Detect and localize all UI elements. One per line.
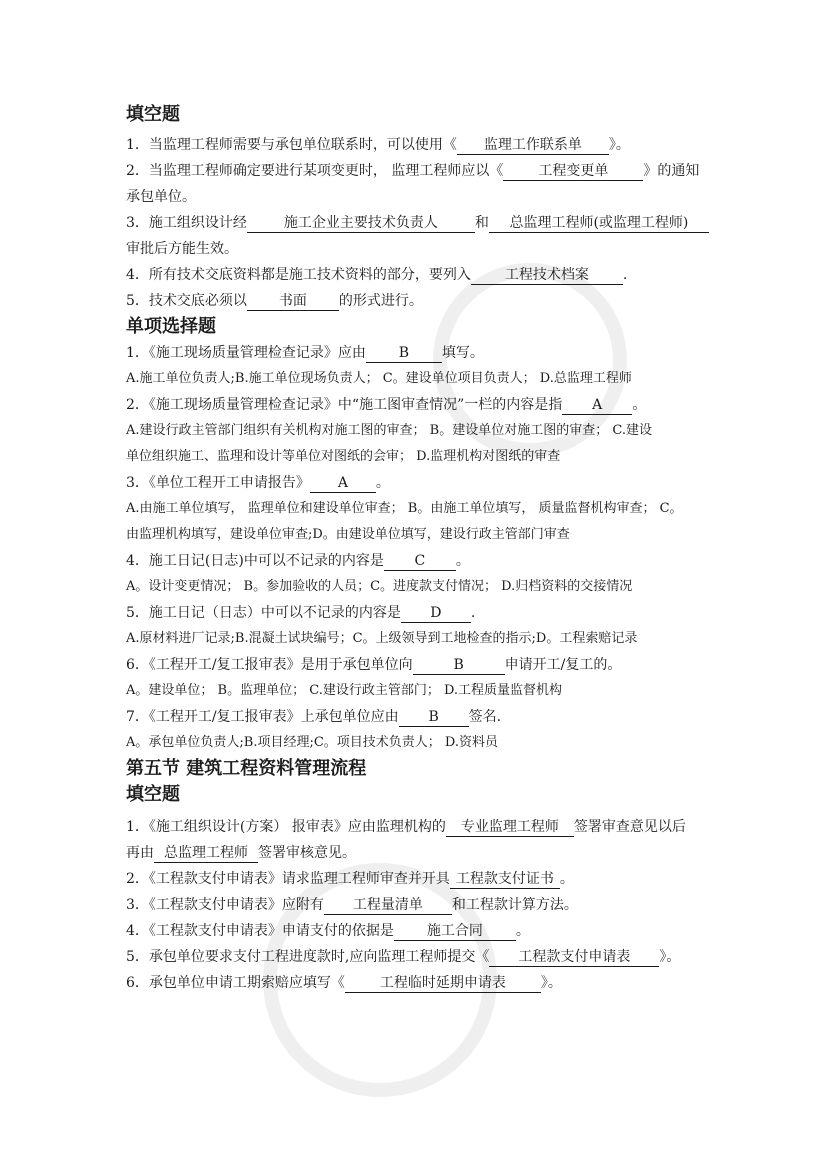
- choice-question-3-options-cont: 由监理机构填写，建设单位审查;D。由建设单位填写，建设行政主管部门审查: [126, 527, 570, 542]
- document-page: [126, 92, 716, 996]
- fill2-question-4: 4．《工程款支付申请表》申请支付的依据是 施工合同 。: [126, 923, 530, 939]
- answer-blank: 施工合同: [394, 922, 516, 941]
- answer-blank: 工程变更单: [503, 162, 643, 181]
- section-title-fill-in-2: 填空题: [126, 784, 180, 805]
- answer-blank: 施工企业主要技术负责人: [247, 214, 475, 233]
- fill2-question-6: 6．承包单位申请工期索赔应填写《 工程临时延期申请表 》。: [126, 975, 562, 991]
- answer-blank: 书面: [247, 292, 339, 311]
- answer-blank: A: [310, 474, 376, 493]
- choice-question-6-options: A。建设单位； B。监理单位； C.建设行政主管部门； D.工程质量监督机构: [126, 683, 563, 698]
- answer-blank: 工程款支付申请表: [489, 948, 659, 967]
- fill1-question-4: 4．所有技术交底资料都是施工技术资料的部分，要列入 工程技术档案 .: [126, 267, 628, 283]
- section-title-single-choice: 单项选择题: [126, 316, 216, 337]
- answer-blank: 工程款支付证书: [450, 870, 560, 889]
- answer-blank: B: [399, 708, 469, 727]
- choice-question-7-options: A。承包单位负责人;B.项目经理;C。项目技术负责人； D.资料员: [126, 735, 499, 750]
- choice-question-1-options: A.施工单位负责人;B.施工单位现场负责人； C。建设单位项目负责人； D.总监理工程师: [126, 371, 632, 386]
- choice-question-2: 2．《施工现场质量管理检查记录》中“施工图审查情况”一栏的内容是指 A 。: [126, 397, 647, 413]
- choice-question-4-options: A。设计变更情况； B。参加验收的人员；C。进度款支付情况； D.归档资料的交接情况: [126, 579, 633, 594]
- fill1-question-5: 5．技术交底必须以 书面 的形式进行。: [126, 293, 423, 309]
- fill1-question-1: 1．当监理工程师需要与承包单位联系时，可以使用《 监理工作联系单 》。: [126, 137, 630, 153]
- answer-blank: 总监理工程师(或监理工程师): [489, 214, 709, 233]
- fill1-question-2-cont: 承包单位。: [126, 189, 196, 205]
- answer-blank: B: [413, 656, 505, 675]
- answer-blank: 工程量清单: [324, 896, 452, 915]
- section-title-fill-in: 填空题: [126, 104, 180, 125]
- choice-question-3: 3．《单位工程开工申请报告》 A 。: [126, 475, 390, 491]
- answer-blank: C: [384, 552, 456, 571]
- choice-question-4: 4．施工日记(日志)中可以不记录的内容是 C 。: [126, 553, 470, 569]
- fill2-question-1: 1．《施工组织设计(方案） 报审表》应由监理机构的 专业监理工程师 签署审查意见以后: [126, 819, 686, 835]
- fill2-question-5: 5．承包单位要求支付工程进度款时,应向监理工程师提交《 工程款支付申请表 》。: [126, 949, 681, 965]
- fill2-question-2: 2．《工程款支付申请表》请求监理工程师审查并开具 工程款支付证书 。: [126, 871, 574, 887]
- answer-blank: B: [366, 344, 442, 363]
- choice-question-5-options: A.原材料进厂记录;B.混凝土试块编号；C。上级领导到工地检查的指示;D。工程索赔记录: [126, 631, 638, 646]
- answer-blank: D: [401, 604, 471, 623]
- choice-question-2-options: A.建设行政主管部门组织有关机构对施工图的审查； B。建设单位对施工图的审查； C.建设: [126, 423, 652, 438]
- choice-question-1: 1．《施工现场质量管理检查记录》应由 B 填写。: [126, 345, 484, 361]
- answer-blank: 工程临时延期申请表: [345, 974, 541, 993]
- choice-question-7: 7．《工程开工/复工报审表》上承包单位应由 B 签名.: [126, 709, 502, 725]
- fill1-question-3-cont: 审批后方能生效。: [126, 241, 238, 257]
- answer-blank: 总监理工程师: [154, 844, 258, 863]
- choice-question-3-options: A.由施工单位填写， 监理单位和建设单位审查； B。由施工单位填写， 质量监督机构审查； C。: [126, 501, 683, 516]
- answer-blank: 专业监理工程师: [446, 818, 574, 837]
- fill1-question-3: 3．施工组织设计经 施工企业主要技术负责人 和 总监理工程师(或监理工程师): [126, 210, 716, 236]
- answer-blank: A: [562, 396, 632, 415]
- fill1-question-2: 2．当监理工程师确定要进行某项变更时， 监理工程师应以《 工程变更单 》的通知: [126, 163, 700, 179]
- choice-question-2-options-cont: 单位组织施工、监理和设计等单位对图纸的会审； D.监理机构对图纸的审查: [126, 449, 561, 464]
- answer-blank: 工程技术档案: [471, 266, 623, 285]
- chapter-title: 第五节 建筑工程资料管理流程: [126, 758, 367, 779]
- answer-blank: 监理工作联系单: [457, 136, 609, 155]
- fill2-question-3: 3．《工程款支付申请表》应附有 工程量清单 和工程款计算方法。: [126, 897, 578, 913]
- fill2-question-1-cont: 再由 总监理工程师 签署审核意见。: [126, 845, 356, 861]
- choice-question-5: 5．施工日记（日志）中可以不记录的内容是 D .: [126, 605, 476, 621]
- choice-question-6: 6．《工程开工/复工报审表》是用于承包单位向 B 申请开工/复工的。: [126, 657, 622, 673]
